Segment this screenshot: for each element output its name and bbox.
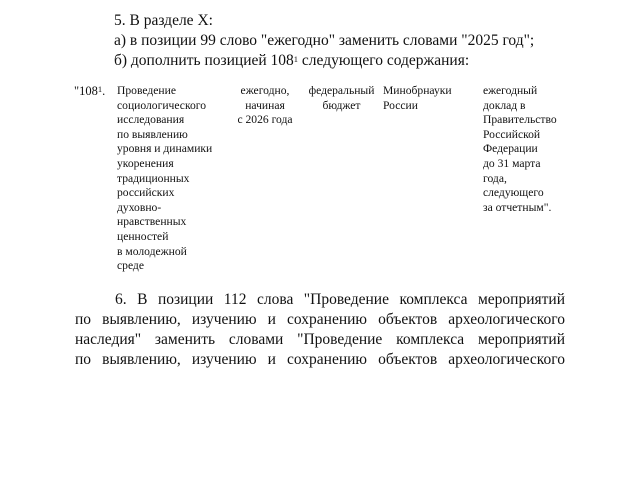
- cell-line: Российской: [483, 127, 541, 141]
- paragraph-line: 6. В позиции 112 слова "Проведение комплекса мероприятий: [115, 291, 565, 308]
- position-number-superscript: 1: [97, 84, 103, 94]
- cell-line: укоренения: [117, 156, 174, 170]
- section-6-paragraph: [75, 290, 565, 370]
- section-5-heading: 5. В разделе X:: [114, 12, 213, 29]
- completion-form-cell: [483, 84, 573, 215]
- cell-line: доклад в: [483, 98, 526, 112]
- cell-line: с 2026 года: [237, 113, 293, 127]
- cell-line: среде: [117, 259, 144, 273]
- responsible-executor-cell: [383, 84, 475, 113]
- cell-line: Правительство: [483, 113, 557, 127]
- activity-name-cell: [117, 84, 229, 274]
- cell-line: года,: [483, 171, 507, 185]
- cell-line: федеральный: [308, 84, 375, 97]
- cell-line: Проведение: [117, 84, 176, 97]
- paragraph-line: по выявлению, изучению и сохранению объектов археологического: [75, 311, 565, 328]
- section-5-item-b: [114, 51, 469, 71]
- cell-line: бюджет: [322, 98, 361, 112]
- position-number: [74, 84, 105, 99]
- cell-line: духовно-: [117, 200, 162, 214]
- funding-source-cell: [303, 84, 380, 113]
- cell-line: нравственных: [117, 215, 187, 229]
- cell-line: ценностей: [117, 229, 169, 243]
- cell-line: за отчетным".: [483, 200, 552, 214]
- position-number-suffix: .: [102, 84, 106, 98]
- cell-line: в молодежной: [117, 244, 187, 258]
- cell-line: начиная: [245, 98, 285, 112]
- cell-line: российских: [117, 186, 175, 200]
- cell-line: уровня и динамики: [117, 142, 213, 156]
- cell-line: ежегодно,: [240, 84, 290, 97]
- paragraph-line: по выявлению, изучению и сохранению объектов археологического: [75, 351, 565, 368]
- cell-line: традиционных: [117, 171, 190, 185]
- cell-line: Федерации: [483, 142, 538, 156]
- cell-line: социологического: [117, 98, 207, 112]
- cell-line: следующего: [483, 186, 544, 200]
- paragraph-line: наследия" заменить словами "Проведение комплекса мероприятий: [75, 331, 565, 348]
- execution-term-cell: [232, 84, 298, 128]
- cell-line: по выявлению: [117, 127, 188, 141]
- position-number-text: "108: [74, 84, 98, 98]
- cell-line: до 31 марта: [483, 156, 541, 170]
- cell-line: ежегодный: [483, 84, 538, 97]
- cell-line: исследования: [117, 113, 185, 127]
- cell-line: Минобрнауки: [383, 84, 452, 97]
- item-b-superscript: 1: [293, 54, 299, 64]
- cell-line: России: [383, 98, 418, 112]
- item-b-text: б) дополнить позицией 108: [114, 52, 294, 69]
- section-5-item-a: а) в позиции 99 слово "ежегодно" заменить словами "2025 год";: [114, 32, 535, 49]
- item-b-text-end: следующего содержания:: [298, 52, 470, 69]
